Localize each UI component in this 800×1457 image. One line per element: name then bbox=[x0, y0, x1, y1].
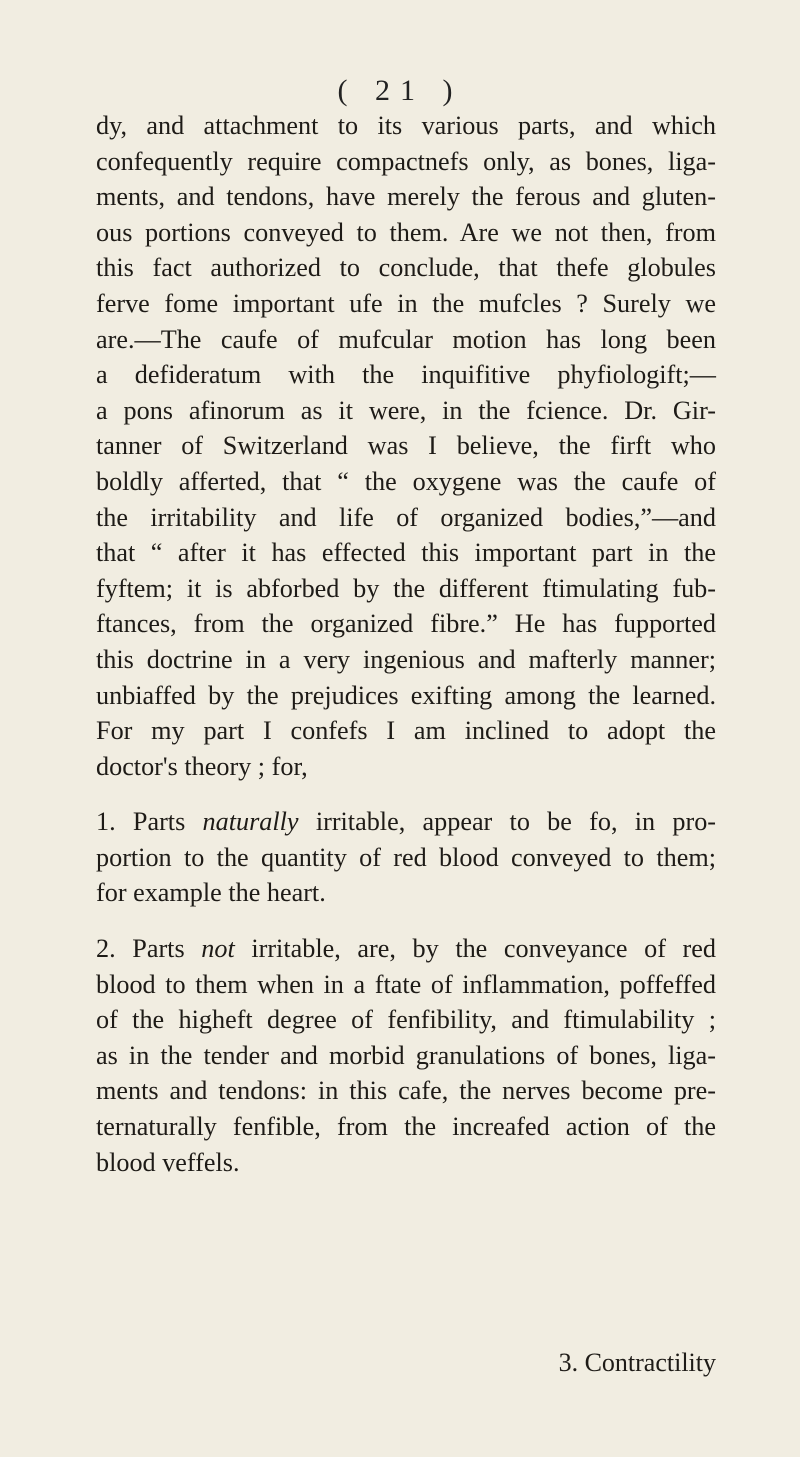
text-line: fyftem; it is abforbed by the different ftimulating fub- bbox=[96, 573, 716, 603]
emphasis-text: naturally bbox=[202, 807, 299, 837]
text-line: tanner of Switzerland was I believe, the firft who bbox=[96, 431, 716, 461]
text-line: doctor's theory ; for, bbox=[96, 751, 308, 781]
text-line: 2. Parts not irritable, are, by the conveyance of red bbox=[96, 934, 716, 964]
emphasis-text: not bbox=[201, 934, 235, 964]
text-line: 1. Parts naturally irritable, appear to be fo, in pro- bbox=[96, 807, 717, 837]
text-line: this doctrine in a very ingenious and mafterly manner; bbox=[96, 644, 716, 674]
text-line: a pons afinorum as it were, in the fcience. Dr. Gir- bbox=[96, 395, 716, 425]
text-line: as in the tender and morbid granulations of bones, liga- bbox=[96, 1040, 716, 1070]
text-line: ftances, from the organized fibre.” He has fupported bbox=[96, 609, 716, 639]
paragraph-2 bbox=[96, 804, 716, 911]
paragraph-1 bbox=[96, 108, 716, 784]
text-line: unbiaffed by the prejudices exifting among the learned. bbox=[96, 680, 716, 710]
text-line: ous portions conveyed to them. Are we not then, from bbox=[96, 217, 716, 247]
text-line: this fact authorized to conclude, that thefe globules bbox=[96, 253, 716, 283]
paragraph-3 bbox=[96, 931, 716, 1180]
text-line: the irritability and life of organized bodies,”—and bbox=[96, 502, 716, 532]
text-line: boldly afferted, that “ the oxygene was the caufe of bbox=[96, 466, 716, 496]
text-line: for example the heart. bbox=[96, 878, 326, 908]
text-line: of the higheft degree of fenfibility, and ftimulability ; bbox=[96, 1005, 716, 1035]
text-line: blood to them when in a ftate of inflammation, poffeffed bbox=[96, 969, 716, 999]
text-line: ments, and tendons, have merely the ferous and gluten- bbox=[96, 182, 716, 212]
text-line: portion to the quantity of red blood conveyed to them; bbox=[96, 842, 716, 872]
text-line: ments and tendons: in this cafe, the nerves become pre- bbox=[96, 1076, 716, 1106]
page-number: ( 21 ) bbox=[337, 74, 463, 107]
text-line: a defideratum with the inquifitive phyfiologift;— bbox=[96, 360, 716, 390]
text-line: dy, and attachment to its various parts, and which bbox=[96, 111, 716, 140]
text-line: For my part I confefs I am inclined to adopt the bbox=[96, 716, 716, 746]
catchword: 3. Contractility bbox=[558, 1348, 716, 1377]
text-line: confequently require compactnefs only, as bones, liga- bbox=[96, 146, 716, 176]
text-line: that “ after it has effected this important part in the bbox=[96, 538, 716, 568]
text-line: are.—The caufe of mufcular motion has long been bbox=[96, 324, 716, 354]
text-line: blood veffels. bbox=[96, 1147, 240, 1177]
text-line: ternaturally fenfible, from the increafed action of the bbox=[96, 1112, 716, 1142]
text-line: ferve fome important ufe in the mufcles ? Surely we bbox=[96, 288, 716, 318]
body-text bbox=[96, 108, 716, 1180]
